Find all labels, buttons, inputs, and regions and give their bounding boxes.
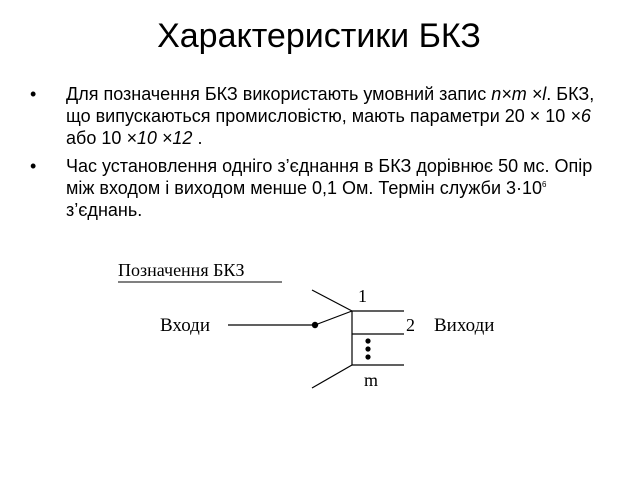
slide-title: Характеристики БКЗ (157, 17, 481, 55)
bullet1-formula-c: ×10 ×12 (126, 128, 193, 148)
ellipsis-dot (365, 338, 370, 343)
bullet2-text-a: Час установлення одніго з’єднання в БКЗ дорівнює 50 мс. Опір між входом і виходом менше 0,1 Ом. Термін служби 3·10 (66, 156, 593, 198)
outputs-label: Виходи (434, 315, 495, 336)
bullet1-text-d: . (192, 128, 203, 148)
bus-bottom-slant (312, 365, 352, 388)
diagram-caption: Позначення БКЗ (118, 260, 245, 280)
bullet-item-timing (30, 155, 610, 221)
bus-top-slant (312, 290, 352, 311)
bullet1-text-c: або 10 (66, 128, 127, 148)
inputs-label: Входи (160, 315, 210, 336)
bkz-diagram (0, 250, 638, 410)
bullet-list (30, 83, 610, 227)
bullet-item-notation (30, 83, 610, 149)
output-m-label: m (364, 370, 379, 390)
bullet2-superscript: 6 (542, 180, 547, 189)
bullet-dot: • (30, 84, 37, 104)
bullet1-text-a: Для позначення БКЗ використають умовний запис (66, 84, 492, 104)
bullet1-formula-b: ×6 (570, 106, 591, 126)
ellipsis-dot (365, 346, 370, 351)
bullet1-text-b: . БКЗ, що випускаються промисловістю, мають параметри 20 × 10 (66, 84, 595, 126)
bullet1-formula-a: n×m ×l (491, 84, 547, 104)
bullet-dot: • (30, 156, 37, 176)
bullet2-text-b: з’єднань. (66, 200, 143, 220)
output-1-label: 1 (358, 286, 367, 306)
switch-arm (315, 311, 352, 325)
ellipsis-dot (365, 354, 370, 359)
output-2-label: 2 (406, 315, 415, 335)
